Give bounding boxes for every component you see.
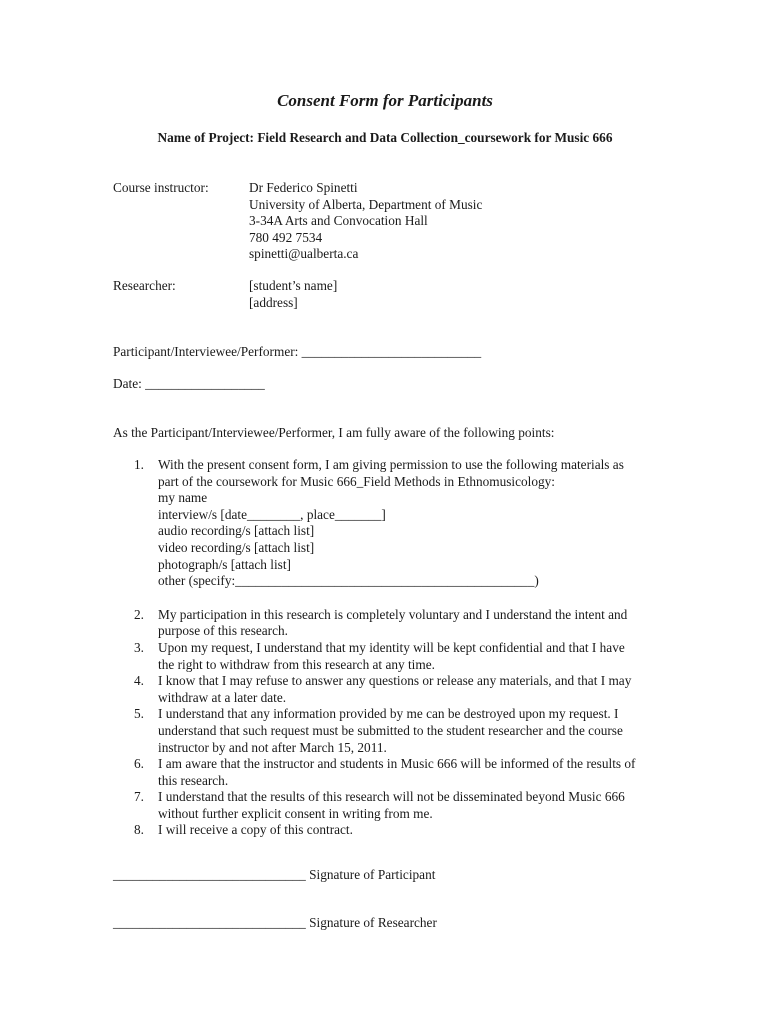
point-text-line: My participation in this research is completely voluntary and I understand the intent and <box>158 606 628 622</box>
participant-signature-field[interactable]: _____________________________ Signature of Participant <box>113 867 436 882</box>
researcher-name: [student’s name] <box>249 278 338 293</box>
point-text-line: withdraw at a later date. <box>158 689 287 705</box>
point-text-line: I am aware that the instructor and students in Music 666 will be informed of the results of <box>158 756 636 772</box>
participant-field[interactable]: Participant/Interviewee/Performer: ___________________________ <box>113 344 482 359</box>
point-text-line: the right to withdraw from this research at any time. <box>158 656 435 672</box>
form-title: Consent Form for Participants <box>277 91 493 110</box>
option-photographs[interactable]: photograph/s [attach list] <box>158 556 291 572</box>
point-text-line: Upon my request, I understand that my identity will be kept confidential and that I have <box>158 639 625 655</box>
point-number: 4. <box>134 673 144 689</box>
list-item <box>113 640 658 673</box>
point-text-line: I understand that any information provided by me can be destroyed upon my request. I <box>158 706 619 722</box>
point-text-line: I know that I may refuse to answer any questions or release any materials, and that I may <box>158 673 632 689</box>
option-other[interactable]: other (specify:_____________________________________________) <box>158 573 539 589</box>
instructor-name: Dr Federico Spinetti <box>249 180 358 195</box>
point-number: 8. <box>134 822 144 838</box>
intro-text: As the Participant/Interviewee/Performer, I am fully aware of the following points: <box>113 425 555 440</box>
list-item <box>113 457 658 607</box>
option-interviews[interactable]: interview/s [date________, place_______] <box>158 506 386 522</box>
option-audio-recordings[interactable]: audio recording/s [attach list] <box>158 523 315 539</box>
point-text-line: instructor by and not after March 15, 2011. <box>158 739 387 755</box>
list-item <box>113 607 658 640</box>
point-text-line: I understand that the results of this research will not be disseminated beyond Music 666 <box>158 789 625 805</box>
point-text-line: this research. <box>158 772 229 788</box>
point-number: 2. <box>134 606 144 622</box>
option-my-name[interactable]: my name <box>158 490 208 506</box>
researcher-label: Researcher: <box>113 278 176 293</box>
date-field[interactable]: Date: __________________ <box>113 376 265 391</box>
option-video-recordings[interactable]: video recording/s [attach list] <box>158 539 315 555</box>
point-number: 6. <box>134 756 144 772</box>
list-item <box>113 789 658 822</box>
instructor-details <box>249 180 482 263</box>
list-item <box>113 673 658 706</box>
project-name: Name of Project: Field Research and Data Collection_coursework for Music 666 <box>157 130 613 145</box>
point-number: 3. <box>134 639 144 655</box>
point-number: 5. <box>134 706 144 722</box>
points-list <box>113 457 658 839</box>
point-text-line: part of the coursework for Music 666_Field Methods in Ethnomusicology: <box>158 473 556 489</box>
instructor-label: Course instructor: <box>113 180 209 195</box>
list-item <box>113 706 658 756</box>
point-text-line: without further explicit consent in writing from me. <box>158 805 433 821</box>
point-text-line: purpose of this research. <box>158 623 288 639</box>
instructor-phone: 780 492 7534 <box>249 229 323 245</box>
instructor-email: spinetti@ualberta.ca <box>249 246 359 262</box>
point-text-line: With the present consent form, I am giving permission to use the following materials as <box>158 457 624 472</box>
point-text-line: understand that such request must be submitted to the student researcher and the course <box>158 722 623 738</box>
researcher-signature-field[interactable]: _____________________________ Signature of Researcher <box>113 915 437 930</box>
point-number: 1. <box>134 457 144 472</box>
researcher-details <box>249 278 337 311</box>
researcher-address: [address] <box>249 294 298 310</box>
point-text-line: I will receive a copy of this contract. <box>158 822 353 838</box>
instructor-department: University of Alberta, Department of Music <box>249 196 483 212</box>
list-item <box>113 822 658 839</box>
list-item <box>113 756 658 789</box>
point-number: 7. <box>134 789 144 805</box>
instructor-office: 3-34A Arts and Convocation Hall <box>249 213 428 229</box>
